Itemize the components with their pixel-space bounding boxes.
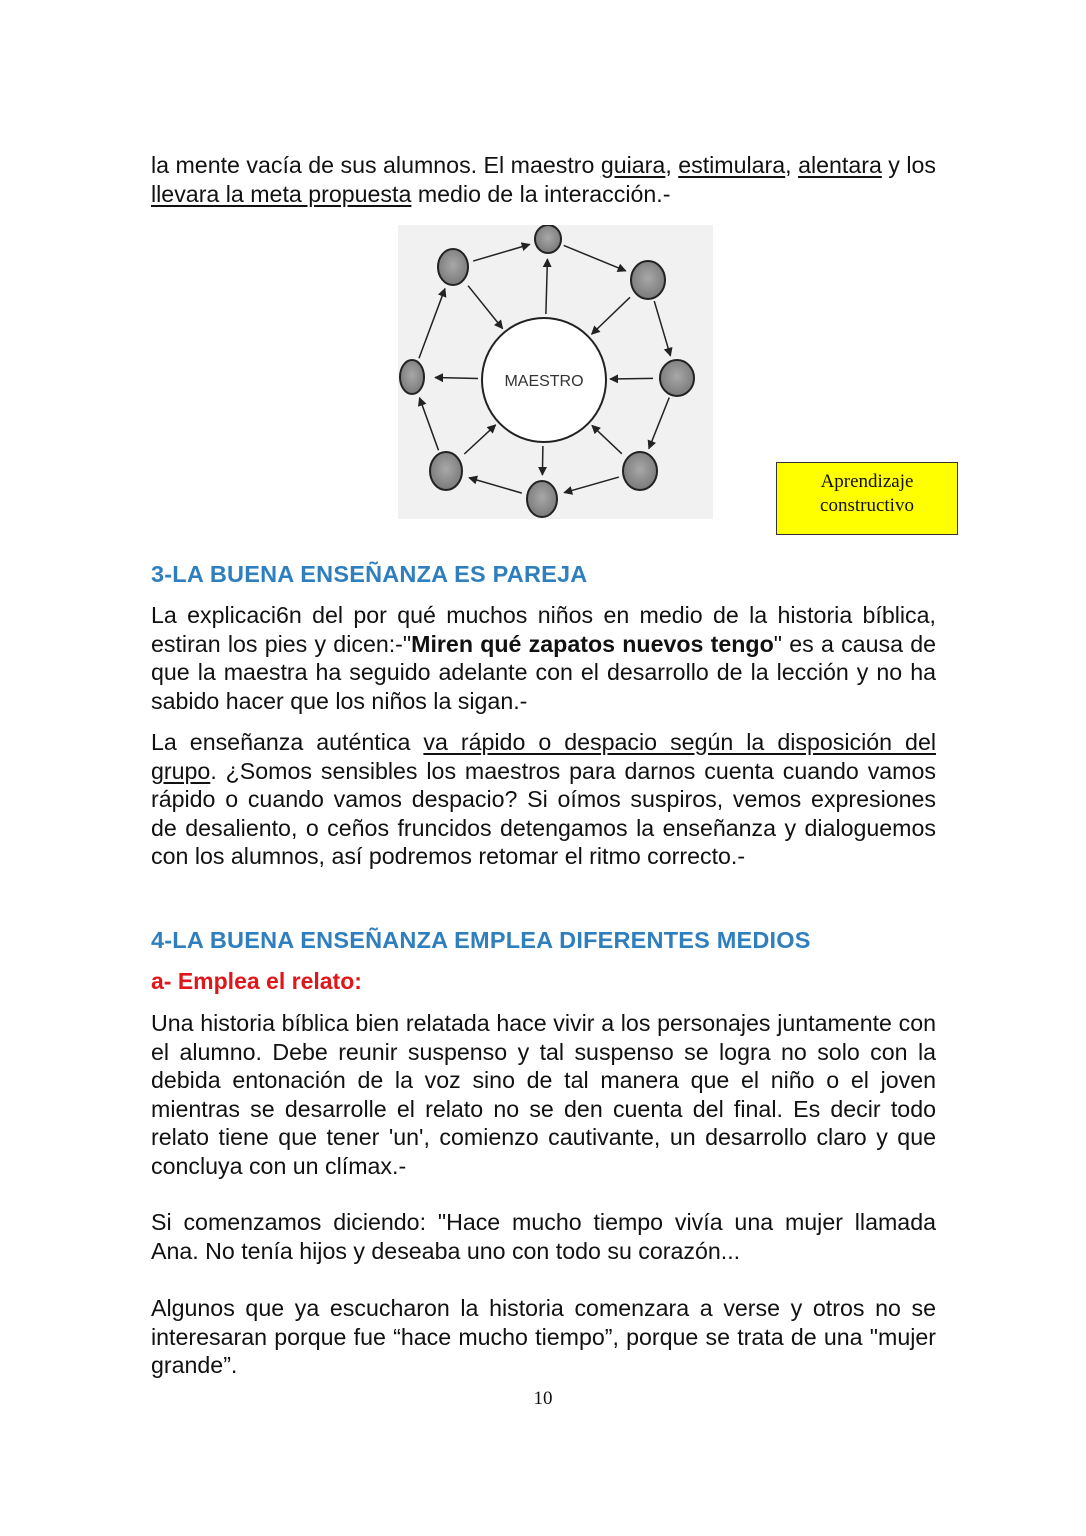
section4-heading: 4-LA BUENA ENSEÑANZA EMPLEA DIFERENTES MEDIOS xyxy=(151,927,811,953)
underlined-estimulara: estimulara xyxy=(678,152,786,178)
inner-arrow xyxy=(435,378,478,379)
student-node xyxy=(660,360,694,396)
underlined-meta: llevara la meta propuesta xyxy=(151,180,412,207)
intro-paragraph xyxy=(151,151,936,208)
callout-line1: Aprendizaje xyxy=(820,471,914,492)
intro-text: , xyxy=(665,152,679,178)
s3p1-bold: Miren qué zapatos nuevos tengo xyxy=(411,630,774,657)
intro-text: la mente vacía de sus alumnos. El maestro xyxy=(151,152,601,178)
aprendizaje-callout xyxy=(776,462,958,535)
callout-line2: constructivo xyxy=(820,495,914,516)
maestro-diagram xyxy=(398,225,713,519)
student-node xyxy=(623,452,657,490)
student-node xyxy=(400,360,424,394)
student-node xyxy=(631,261,665,299)
section4-paragraph1: Una historia bíblica bien relatada hace vivir a los personajes juntamente con el alumno. Debe reunir suspenso y tal suspenso se logra no solo con la debida entonación de la voz sino de tal manera que el niño o el joven mientras se desarrolle el relato no se den cuenta del final. Es decir todo relato tiene que tener 'un', comienzo cautivante, un desarrollo claro y que concluya con un clímax.- xyxy=(151,1010,936,1179)
inner-arrow xyxy=(610,378,653,379)
page-number: 10 xyxy=(533,1388,553,1409)
section3-heading: 3-LA BUENA ENSEÑANZA ES PAREJA xyxy=(151,561,588,587)
s3p2-underlined: va rápido o despacio según la disposición del grupo xyxy=(151,729,936,784)
student-node xyxy=(535,225,561,253)
s3p2-text: La enseñanza auténtica xyxy=(151,729,424,755)
intro-text: y los xyxy=(881,152,936,178)
student-node xyxy=(430,452,462,490)
underlined-alentara: alentara xyxy=(798,152,882,178)
intro-text: medio de la interacción.- xyxy=(411,180,671,207)
section4-paragraph3: Algunos que ya escucharon la historia comenzara a verse y otros no se interesaran porque fue “hace mucho tiempo”, porque se trata de una "mujer grande”. xyxy=(151,1295,936,1379)
underlined-guiara: guiara xyxy=(600,152,666,178)
s3p2-text: . ¿Somos sensibles los maestros para darnos cuenta cuando vamos rápido o cuando vamos despacio? Si oímos suspiros, vemos expresiones de desaliento, o ceños fruncidos detengamos la enseñanza y dialoguemos con los alumnos, así podremos retomar el ritmo correcto.- xyxy=(151,757,936,870)
s3p1-text: La explicaci6n del por qué muchos niños en medio de la historia bíblica, estiran los pies y dicen:-" xyxy=(151,602,936,657)
section4-subheading: a- Emplea el relato: xyxy=(151,968,362,994)
section3-paragraph2 xyxy=(151,728,936,871)
intro-text: , xyxy=(785,152,799,178)
section4-paragraph2: Si comenzamos diciendo: "Hace mucho tiempo vivía una mujer llamada Ana. No tenía hijos y deseaba uno con todo su corazón... xyxy=(151,1209,936,1264)
s3p1-text: " es a causa de que la maestra ha seguido adelante con el desarrollo de la lección y no ha sabido hacer que los niños la sigan.- xyxy=(151,630,936,714)
maestro-label: MAESTRO xyxy=(504,373,584,390)
section3-paragraph1 xyxy=(151,601,936,715)
student-node xyxy=(438,249,468,285)
student-node xyxy=(527,481,557,517)
